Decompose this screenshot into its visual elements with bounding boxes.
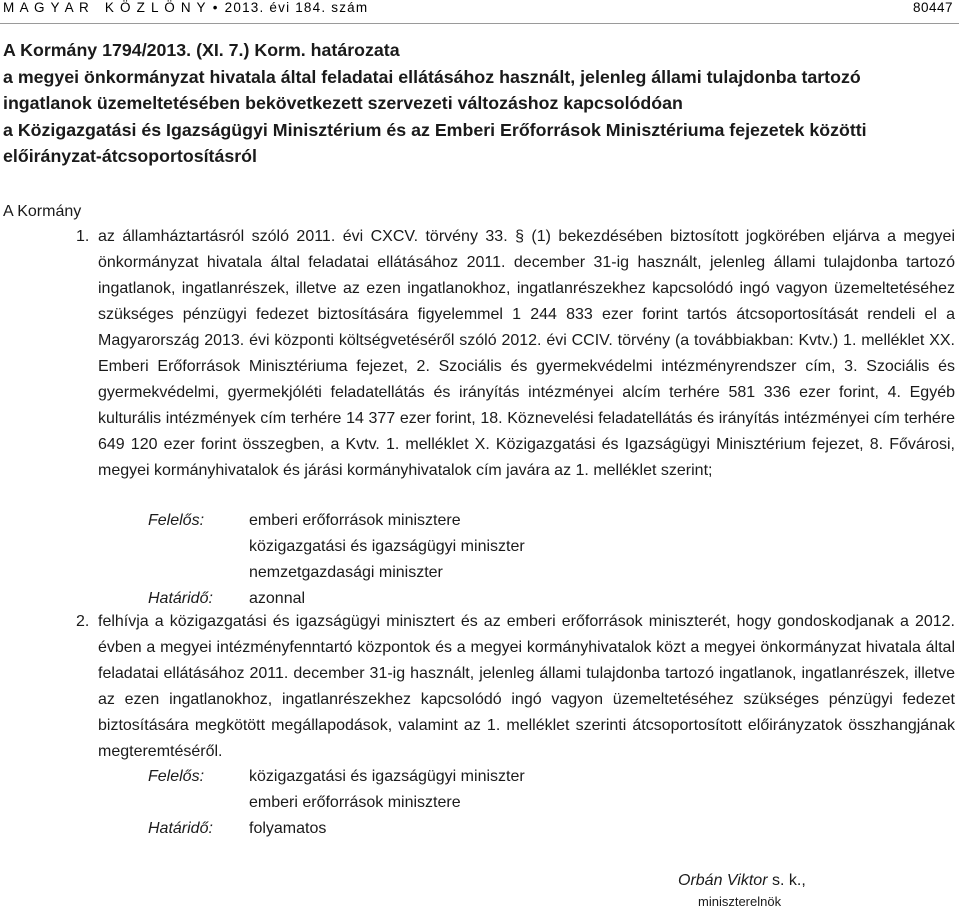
title-line: A Kormány 1794/2013. (XI. 7.) Korm. határozata — [3, 40, 400, 60]
intro-text: A Kormány — [3, 203, 82, 220]
title-line: ingatlanok üzemeltetésében bekövetkezett szervezeti változáshoz kapcsolódóan — [3, 93, 683, 113]
item-text: felhívja a közigazgatási és igazságügyi minisztert és az emberi erőforrások miniszterét, hogy gondoskodjanak a 2012. évben a megyei intézményfenntartó központok és a megyei kormányhivatalok közt a megyei önkormányzat hivatala által feladatai ellátásához 2011. december 31-ig használt, jelenleg állami tulajdonba tartozó ingatlanok, ingatlanrészek, illetve az ezen ingatlanokhoz, ingatlanrészekhez kapcsolódó ingó vagyon üzemeltetéséhez szükséges pénzügyi fedezet biztosítására megkötött megállapodások, valamint az 1. melléklet szerinti átcsoportosított előirányzatok összhangjának megteremtéséről. — [98, 613, 955, 760]
title-line: előirányzat-átcsoportosításról — [3, 146, 257, 166]
running-header — [3, 0, 955, 18]
signatory-name: Orbán Viktor — [678, 872, 768, 889]
felelos-label: Felelős: — [148, 768, 205, 785]
signatory-role: miniszterelnök — [698, 894, 782, 909]
hatarido-label: Határidő: — [148, 590, 213, 607]
item-text: az államháztartásról szóló 2011. évi CXCV. törvény 33. § (1) bekezdésében biztosított jogkörében eljárva a megyei önkormányzat hivatala által feladatai ellátásához 2011. december 31-ig használt, jelenleg állami tulajdonba tartozó ingatlanok, ingatlanrészek, illetve az ezen ingatlanokhoz, ingatlanrészekhez kapcsolódó ingó vagyon üzemeltetéséhez szükséges pénzügyi fedezet biztosítására figyelemmel 1 244 833 ezer forint tartós átcsoportosítását rendeli el a Magyarország 2013. évi központi költségvetéséről szóló 2012. évi CCIV. törvény (a továbbiakban: Kvtv.) 1. melléklet XX. Emberi Erőforrások Minisztériuma fejezet, 2. Szociális és gyermekvédelmi intézményrendszer cím, 3. Szociális és gyermekvédelmi, gyermekjóléti feladatellátás és irányítás intézményei alcím terhére 581 336 ezer forint, 4. Egyéb kulturális intézmények cím terhére 14 377 ezer forint, 18. Köznevelési feladatellátás és irányítás intézményei cím terhére 649 120 ezer forint összegben, a Kvtv. 1. melléklet X. Közigazgatási és Igazságügyi Minisztérium fejezet, 8. Fővárosi, megyei kormányhivatalok és járási kormányhivatalok cím javára az 1. melléklet szerint; — [98, 228, 955, 479]
deadline-value: folyamatos — [249, 820, 327, 837]
title-line: a Közigazgatási és Igazságügyi Minisztérium és az Emberi Erőforrások Minisztériuma fejezetek közötti — [3, 119, 867, 140]
responsible-person: közigazgatási és igazságügyi miniszter — [249, 538, 525, 555]
felelos-label: Felelős: — [148, 512, 205, 529]
responsible-person: közigazgatási és igazságügyi miniszter — [249, 768, 525, 785]
item-marker: 1. — [76, 228, 90, 245]
responsible-person: nemzetgazdasági miniszter — [249, 564, 443, 581]
issue-number: 2013. évi 184. szám — [224, 0, 369, 15]
page-number: 80447 — [912, 0, 953, 15]
journal-name: M A G Y A R K Ö Z L Ö N Y — [3, 0, 207, 15]
signatory-suffix: s. k., — [767, 872, 806, 889]
responsible-person: emberi erőforrások minisztere — [249, 794, 461, 811]
title-line: a megyei önkormányzat hivatala által feladatai ellátásához használt, jelenleg állami tulajdonba tartozó — [3, 66, 861, 87]
signatory — [678, 870, 806, 892]
hatarido-label: Határidő: — [148, 820, 213, 837]
running-header-left — [3, 0, 368, 15]
deadline-value: azonnal — [249, 590, 306, 607]
responsible-person: emberi erőforrások minisztere — [249, 512, 461, 529]
item-marker: 2. — [76, 613, 90, 630]
resolution-title — [3, 37, 955, 170]
header-rule — [0, 23, 959, 24]
header-bullet: • — [212, 0, 219, 15]
